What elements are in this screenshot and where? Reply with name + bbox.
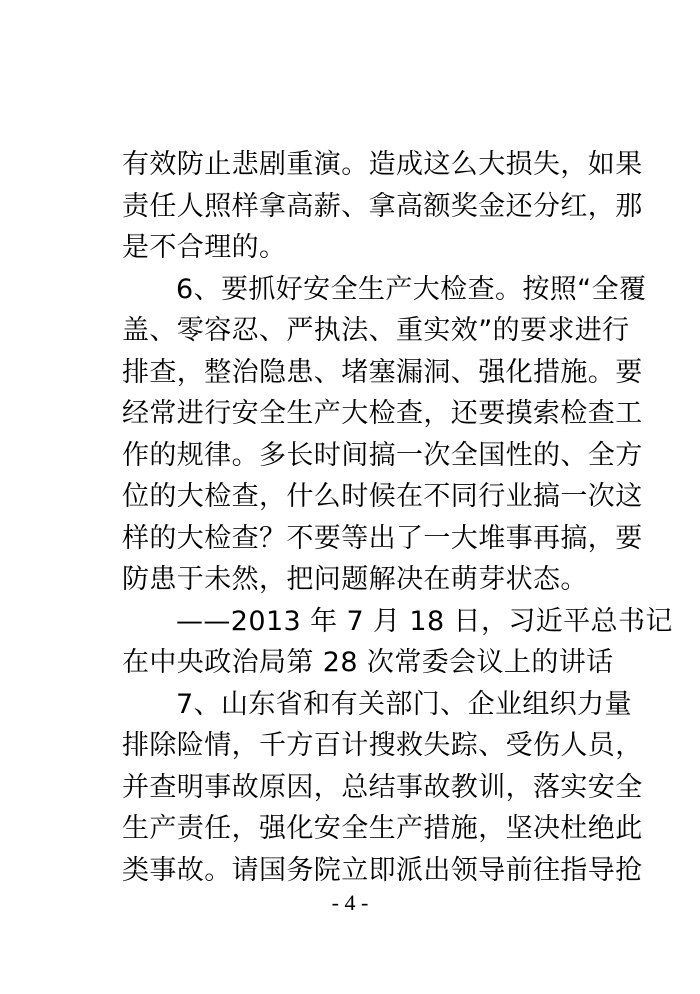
text-line: 作的规律。多长时间搞一次全国性的、全方 [122,440,643,471]
text-line: 是不合理的。 [122,232,287,263]
text-line: 排除险情，千方百计搜救失踪、受伤人员， [122,730,643,761]
paragraph-7-start: 7、山东省和有关部门、企业组织力量 [176,689,632,720]
paragraph-6-start: 6、要抓好安全生产大检查。按照“全覆 [176,274,647,305]
page-number: - 4 - [331,890,369,915]
source-attribution: 在中央政治局第 28 次常委会议上的讲话 [122,647,614,678]
text-line: 类事故。请国务院立即派出领导前往指导抢 [122,855,643,886]
text-line: 样的大检查？不要等出了一大堆事再搞，要 [122,523,643,554]
text-line: 责任人照样拿高薪、拿高额奖金还分红，那 [122,191,643,222]
text-line: 盖、零容忍、严执法、重实效”的要求进行 [122,315,630,346]
source-attribution: ——2013 年 7 月 18 日，习近平总书记 [176,606,673,637]
text-line: 生产责任，强化安全生产措施，坚决杜绝此 [122,813,643,844]
text-line: 位的大检查，什么时候在不同行业搞一次这 [122,481,643,512]
text-line: 有效防止悲剧重演。造成这么大损失，如果 [122,149,643,180]
text-line: 并查明事故原因，总结事故教训，落实安全 [122,772,643,803]
text-line: 经常进行安全生产大检查，还要摸索检查工 [122,398,643,429]
text-line: 防患于未然，把问题解决在萌芽状态。 [122,564,588,595]
text-line: 排查，整治隐患、堵塞漏洞、强化措施。要 [122,357,643,388]
